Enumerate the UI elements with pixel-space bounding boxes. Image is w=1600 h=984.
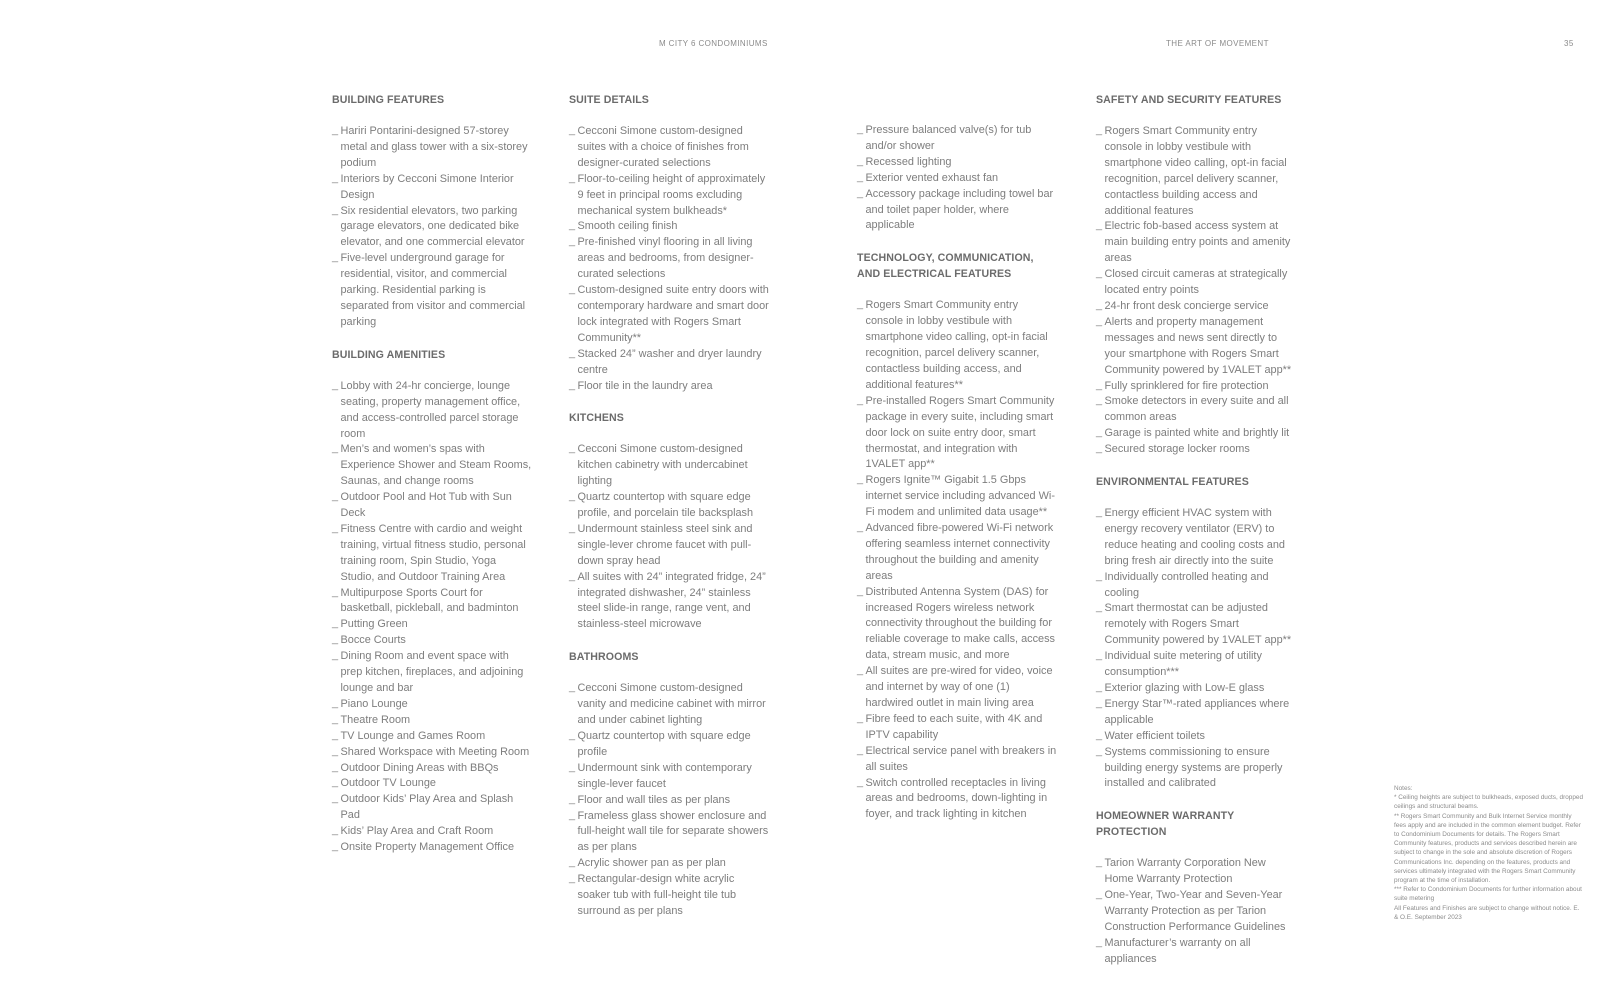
feature-item: _ Rogers Smart Community entry console in lobby vestibule with smartphone video calling, opt-in facial recognition, parcel delivery scanner, contactless building access and additional features	[1096, 124, 1296, 219]
feature-item: _ Multipurpose Sports Court for basketball, pickleball, and badminton	[332, 586, 532, 618]
feature-item: _ Putting Green	[332, 617, 532, 633]
feature-item: _ Alerts and property management messages and news sent directly to your smartphone with Rogers Smart Community powered by 1VALET app**	[1096, 315, 1296, 379]
feature-item: _ Bocce Courts	[332, 633, 532, 649]
feature-section	[1096, 92, 1296, 458]
feature-item: _ Accessory package including towel bar and toilet paper holder, where applicable	[857, 187, 1057, 235]
feature-section	[1096, 474, 1296, 792]
feature-item: _ Cecconi Simone custom-designed vanity and medicine cabinet with mirror and under cabinet lighting	[569, 681, 769, 729]
footnote: ** Rogers Smart Community and Bulk Internet Service monthly fees apply and are included in the common element budget. Refer to Condominium Documents for details. The Rogers Smart Community features, products and services described herein are subject to change in the sole and absolute discretion of Rogers Communications Inc. depending on the features, products and services ultimately integrated with the Rogers Smart Community program at the time of installation.	[1394, 812, 1581, 885]
feature-item: _ Advanced fibre-powered Wi-Fi network offering seamless internet connectivity throughout the building and amenity areas	[857, 521, 1057, 585]
feature-item: _ Piano Lounge	[332, 697, 532, 713]
feature-item: _ Smooth ceiling finish	[569, 219, 769, 235]
feature-item: _ Quartz countertop with square edge profile, and porcelain tile backsplash	[569, 490, 769, 522]
running-header-section: THE ART OF MOVEMENT	[1166, 39, 1269, 48]
feature-item: _ Undermount sink with contemporary single-lever faucet	[569, 761, 769, 793]
feature-item: _ Floor and wall tiles as per plans	[569, 793, 769, 809]
feature-item: _ Stacked 24” washer and dryer laundry centre	[569, 347, 769, 379]
feature-item: _ Frameless glass shower enclosure and full-height wall tile for separate showers as per plans	[569, 809, 769, 857]
feature-item: _ Custom-designed suite entry doors with contemporary hardware and smart door lock integrated with Rogers Smart Community**	[569, 283, 769, 347]
feature-item: _ Rogers Smart Community entry console in lobby vestibule with smartphone video calling, opt-in facial recognition, parcel delivery scanner, contactless building access, and additional features**	[857, 298, 1057, 393]
section-heading: KITCHENS	[569, 412, 624, 425]
feature-item: _ Smoke detectors in every suite and all common areas	[1096, 394, 1296, 426]
footnotes	[1394, 784, 1584, 922]
section-heading: ENVIRONMENTAL FEATURES	[1096, 476, 1249, 489]
feature-section	[857, 250, 1057, 823]
feature-item: _ One-Year, Two-Year and Seven-Year Warranty Protection as per Tarion Construction Performance Guidelines	[1096, 888, 1296, 936]
feature-item: _ Outdoor Dining Areas with BBQs	[332, 761, 532, 777]
feature-item: _ All suites with 24” integrated fridge, 24” integrated dishwasher, 24” stainless steel slide-in range, range vent, and stainless-steel microwave	[569, 570, 769, 634]
feature-list	[1096, 506, 1296, 792]
feature-list	[332, 124, 532, 331]
feature-item: _ Dining Room and event space with prep kitchen, fireplaces, and adjoining lounge and bar	[332, 649, 532, 697]
feature-item: _ Individual suite metering of utility consumption***	[1096, 649, 1296, 681]
feature-section	[857, 123, 1057, 234]
notes-label: Notes:	[1394, 785, 1413, 792]
feature-item: _ Fully sprinklered for fire protection	[1096, 379, 1296, 395]
feature-item: _ Exterior glazing with Low-E glass	[1096, 681, 1296, 697]
feature-item: _ Rogers Ignite™ Gigabit 1.5 Gbps internet service including advanced Wi-Fi modem and unlimited data usage**	[857, 473, 1057, 521]
feature-item: _ Tarion Warranty Corporation New Home Warranty Protection	[1096, 856, 1296, 888]
feature-item: _ Smart thermostat can be adjusted remotely with Rogers Smart Community powered by 1VALET app**	[1096, 601, 1296, 649]
feature-item: _ Fibre feed to each suite, with 4K and IPTV capability	[857, 712, 1057, 744]
feature-item: _ Six residential elevators, two parking garage elevators, one dedicated bike elevator, and one commercial elevator	[332, 204, 532, 252]
section-heading: HOMEOWNER WARRANTY PROTECTION	[1096, 810, 1235, 839]
feature-item: _ Theatre Room	[332, 713, 532, 729]
feature-section	[332, 347, 532, 856]
feature-item: _ Outdoor Kids’ Play Area and Splash Pad	[332, 792, 532, 824]
feature-item: _ TV Lounge and Games Room	[332, 729, 532, 745]
column-2	[569, 92, 769, 936]
feature-item: _ Energy efficient HVAC system with energy recovery ventilator (ERV) to reduce heating and cooling costs and bring fresh air directly into the suite	[1096, 506, 1296, 570]
feature-item: _ Hariri Pontarini-designed 57-storey metal and glass tower with a six-storey podium	[332, 124, 532, 172]
feature-item: _ Interiors by Cecconi Simone Interior Design	[332, 172, 532, 204]
page-number: 35	[1564, 39, 1574, 48]
section-heading: SUITE DETAILS	[569, 94, 649, 106]
section-heading: BUILDING FEATURES	[332, 94, 445, 106]
footnote: * Ceiling heights are subject to bulkheads, exposed ducts, dropped ceilings and structural beams.	[1394, 794, 1584, 811]
feature-item: _ Shared Workspace with Meeting Room	[332, 745, 532, 761]
section-heading: TECHNOLOGY, COMMUNICATION, AND ELECTRICAL FEATURES	[857, 252, 1034, 281]
feature-section	[332, 92, 532, 331]
running-header-title: M CITY 6 CONDOMINIUMS	[659, 39, 768, 48]
feature-item: _ Fitness Centre with cardio and weight training, virtual fitness studio, personal training room, Spin Studio, Yoga Studio, and Outdoor Training Area	[332, 522, 532, 586]
column-4	[1096, 92, 1296, 984]
feature-item: _ Exterior vented exhaust fan	[857, 171, 1057, 187]
feature-item: _ Systems commissioning to ensure building energy systems are properly installed and calibrated	[1096, 745, 1296, 793]
feature-item: _ Switch controlled receptacles in living areas and bedrooms, down-lighting in foyer, and track lighting in kitchen	[857, 776, 1057, 824]
feature-item: _ Secured storage locker rooms	[1096, 442, 1296, 458]
feature-item: _ Pre-finished vinyl flooring in all living areas and bedrooms, from designer-curated selections	[569, 235, 769, 283]
feature-section	[1096, 808, 1296, 967]
feature-item: _ Kids’ Play Area and Craft Room	[332, 824, 532, 840]
feature-list	[569, 124, 769, 394]
feature-list	[569, 681, 769, 920]
feature-item: _ Pre-installed Rogers Smart Community package in every suite, including smart door lock on suite entry door, smart thermostat, and integration with 1VALET app**	[857, 394, 1057, 474]
feature-item: _ Five-level underground garage for residential, visitor, and commercial parking. Residential parking is separated from visitor and commercial parking	[332, 251, 532, 331]
feature-section	[569, 410, 769, 633]
column-1	[332, 92, 532, 872]
feature-item: _ Undermount stainless steel sink and single-lever chrome faucet with pull-down spray head	[569, 522, 769, 570]
feature-item: _ Energy Star™-rated appliances where applicable	[1096, 697, 1296, 729]
feature-item: _ Quartz countertop with square edge profile	[569, 729, 769, 761]
feature-item: _ Manufacturer’s warranty on all appliances	[1096, 936, 1296, 968]
feature-item: _ Outdoor Pool and Hot Tub with Sun Deck	[332, 490, 532, 522]
section-heading: SAFETY AND SECURITY FEATURES	[1096, 94, 1282, 106]
footnote: *** Refer to Condominium Documents for further information about suite metering	[1394, 886, 1582, 903]
feature-item: _ Electrical service panel with breakers in all suites	[857, 744, 1057, 776]
footnote: All Features and Finishes are subject to change without notice. E. & O.E. September 2023	[1394, 904, 1580, 921]
feature-item: _ Cecconi Simone custom-designed kitchen cabinetry with undercabinet lighting	[569, 442, 769, 490]
feature-list	[857, 123, 1057, 234]
feature-item: _ Men’s and women’s spas with Experience Shower and Steam Rooms, Saunas, and change rooms	[332, 442, 532, 490]
feature-item: _ Garage is painted white and brightly lit	[1096, 426, 1296, 442]
feature-list	[1096, 124, 1296, 458]
feature-item: _ Individually controlled heating and cooling	[1096, 570, 1296, 602]
feature-item: _ Floor tile in the laundry area	[569, 379, 769, 395]
feature-section	[569, 92, 769, 394]
feature-list	[332, 379, 532, 856]
feature-item: _ Rectangular-design white acrylic soaker tub with full-height tile tub surround as per plans	[569, 872, 769, 920]
section-heading: BUILDING AMENITIES	[332, 348, 446, 361]
feature-item: _ Onsite Property Management Office	[332, 840, 532, 856]
section-heading: BATHROOMS	[569, 651, 639, 664]
feature-item: _ Cecconi Simone custom-designed suites with a choice of finishes from designer-curated selections	[569, 124, 769, 172]
feature-item: _ Distributed Antenna System (DAS) for increased Rogers wireless network connectivity throughout the building for reliable coverage to make calls, access data, stream music, and more	[857, 585, 1057, 665]
feature-list	[857, 298, 1057, 823]
feature-item: _ Outdoor TV Lounge	[332, 776, 532, 792]
feature-section	[569, 649, 769, 920]
feature-item: _ Water efficient toilets	[1096, 729, 1296, 745]
feature-item: _ All suites are pre-wired for video, voice and internet by way of one (1) hardwired outlet in main living area	[857, 664, 1057, 712]
feature-item: _ Recessed lighting	[857, 155, 1057, 171]
feature-item: _ Closed circuit cameras at strategically located entry points	[1096, 267, 1296, 299]
feature-list	[1096, 856, 1296, 967]
feature-list	[569, 442, 769, 633]
feature-item: _ Pressure balanced valve(s) for tub and/or shower	[857, 123, 1057, 155]
column-3	[857, 123, 1057, 839]
feature-item: _ 24-hr front desk concierge service	[1096, 299, 1296, 315]
feature-item: _ Acrylic shower pan as per plan	[569, 856, 769, 872]
feature-item: _ Electric fob-based access system at main building entry points and amenity areas	[1096, 219, 1296, 267]
feature-item: _ Floor-to-ceiling height of approximately 9 feet in principal rooms excluding mechanical system bulkheads*	[569, 172, 769, 220]
feature-item: _ Lobby with 24-hr concierge, lounge seating, property management office, and access-controlled parcel storage room	[332, 379, 532, 443]
